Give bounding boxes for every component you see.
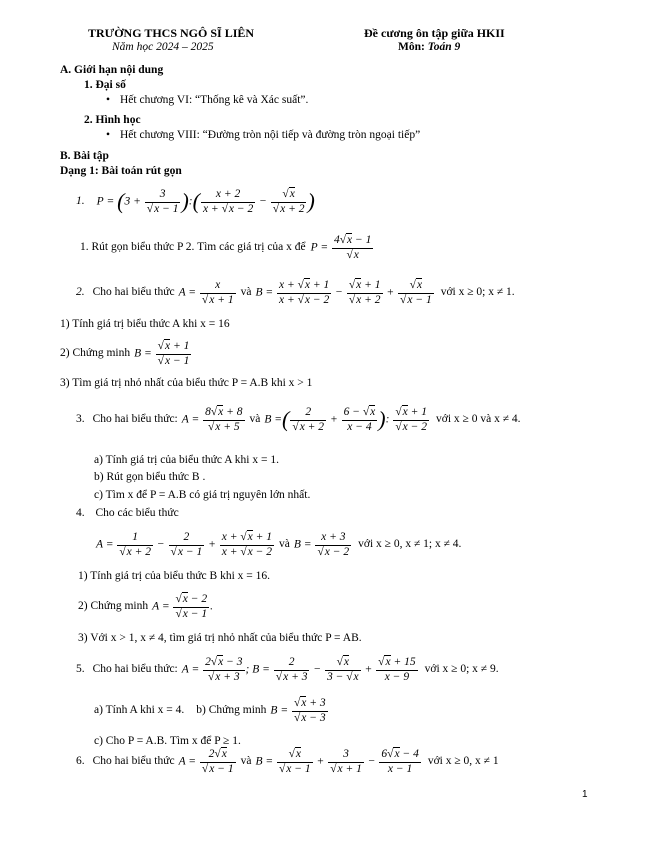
school-year: Năm học 2024 – 2025 — [112, 41, 214, 53]
problem-4-q2: 2) Chứng minh A = $\frac{√x - 2}{√x - 1}$ . — [78, 593, 214, 620]
section-a-item2: 2. Hình học — [84, 114, 141, 126]
school-name: TRƯỜNG THCS NGÔ SĨ LIÊN — [88, 26, 255, 40]
section-b-title: B. Bài tập — [60, 150, 109, 162]
subject-line — [398, 41, 460, 54]
type1-title: Dạng 1: Bài toán rút gọn — [60, 165, 182, 177]
problem-1-questions: 1. Rút gọn biểu thức P 2. Tìm các giá trị của x để P = $\frac{4√x - 1}{√x}$ — [80, 234, 372, 261]
section-a-title: A. Giới hạn nội dung — [60, 64, 164, 76]
problem-5-c: c) Cho P = A.B. Tìm x để P ≥ 1. — [94, 735, 241, 747]
section-a-item1-bullet — [106, 94, 308, 107]
problem-3-c: c) Tìm x để P = A.B có giá trị nguyên lớn nhất. — [94, 489, 311, 501]
document-title: Đề cương ôn tập giữa HKII — [364, 26, 505, 40]
problem-intro: Cho các biểu thức — [95, 507, 179, 519]
problem-2-q1: 1) Tính giá trị biểu thức A khi x = 16 — [60, 318, 230, 330]
problem-5-b: b) Chứng minh — [196, 704, 267, 717]
problem-intro: Cho hai biểu thức — [92, 286, 175, 299]
problem-2-q2-text: 2) Chứng minh — [60, 347, 131, 360]
problem-1-formula: 1. P = (3 + $\frac{3}{√x - 1}$ ):( $\frac{x + 2}{x + √x - 2}$ − $\frac{√x}{√x + 2}$ ) — [76, 188, 315, 215]
bullet-icon: • — [106, 129, 111, 141]
section-a-item2-bullet — [106, 129, 420, 142]
problem-3-b: b) Rút gọn biểu thức B . — [94, 471, 206, 483]
problem-condition: với x ≥ 0 và x ≠ 4. — [436, 413, 521, 426]
problem-2-q2: 2) Chứng minh B = $\frac{√x + 1}{√x - 1}$ — [60, 340, 190, 367]
problem-number: 6. — [76, 755, 85, 768]
problem-intro: Cho hai biểu thức — [92, 755, 175, 768]
section-a-item1: 1. Đại số — [84, 79, 126, 91]
problem-5-ab: a) Tính A khi x = 4. b) Chứng minh B = $\frac{√x + 3}{√x - 3}$ — [94, 697, 326, 724]
bullet-text: Hết chương VIII: “Đường tròn nội tiếp và đường tròn ngoại tiếp” — [120, 129, 421, 141]
problem-condition: với x ≥ 0, x ≠ 1; x ≠ 4. — [358, 538, 462, 551]
problem-1-text: 1. Rút gọn biểu thức P 2. Tìm các giá trị của x để — [80, 241, 306, 254]
problem-3-a: a) Tính giá trị của biểu thức A khi x = 1. — [94, 454, 279, 466]
bullet-icon: • — [106, 94, 111, 106]
problem-condition: với x ≥ 0; x ≠ 9. — [424, 663, 499, 676]
problem-2-statement: 2. Cho hai biểu thức A = $\frac{x}{√x + 1}$ và B = $\frac{x + √x + 1}{x + √x - 2}$ − $\frac{√x + 1}{√x + 2}$ + $\frac{√x}{√x - 1}$ với x ≥ 0; x ≠ 1. — [76, 279, 515, 306]
problem-2-q3: 3) Tìm giá trị nhỏ nhất của biểu thức P = A.B khi x > 1 — [60, 377, 313, 389]
page-number: 1 — [582, 789, 588, 800]
problem-6-statement: 6. Cho hai biểu thức A = $\frac{2√x}{√x - 1}$ và B = $\frac{√x}{√x - 1}$ + $\frac{3}{√x + 1}$ − $\frac{6√x - 4}{x - 1}$ với x ≥ 0, x ≠ 1 — [76, 748, 499, 775]
problem-intro: Cho hai biểu thức: — [92, 413, 178, 426]
problem-4-q3: 3) Với x > 1, x ≠ 4, tìm giá trị nhỏ nhất của biểu thức P = AB. — [78, 632, 362, 644]
problem-3-statement: 3. Cho hai biểu thức: A = $\frac{8√x + 8}{√x + 5}$ và B =( $\frac{2}{√x + 2}$ + $\frac{6 - √x}{x - 4}$ ): $\frac{√x + 1}{√x - 2}$ với x ≥ 0 và x ≠ 4. — [76, 406, 521, 433]
problem-intro: Cho hai biểu thức: — [92, 663, 178, 676]
subject-value: Toán 9 — [427, 41, 461, 53]
problem-5-statement: 5. Cho hai biểu thức: A = $\frac{2√x - 3}{√x + 3}$ ; B = $\frac{2}{√x + 3}$ − $\frac{√x}{3 - √x}$ + $\frac{√x + 15}{x - 9}$ với x ≥ 0; x ≠ 9. — [76, 656, 499, 683]
problem-condition: với x ≥ 0, x ≠ 1 — [427, 755, 499, 768]
problem-number: 5. — [76, 663, 85, 676]
problem-condition: với x ≥ 0; x ≠ 1. — [440, 286, 515, 299]
problem-4-intro-line — [76, 507, 179, 520]
bullet-text: Hết chương VI: “Thống kê và Xác suất”. — [120, 94, 309, 106]
problem-4-q2-text: 2) Chứng minh — [78, 600, 149, 613]
subject-label: Môn: — [398, 41, 425, 53]
problem-number: 3. — [76, 413, 85, 426]
problem-number: 4. — [76, 507, 85, 519]
problem-5-a: a) Tính A khi x = 4. — [94, 704, 185, 717]
problem-4-formula: A = $\frac{1}{√x + 2}$ − $\frac{2}{√x - 1}$ + $\frac{x + √x + 1}{x + √x - 2}$ và B = $\frac{x + 3}{√x - 2}$ với x ≥ 0, x ≠ 1; x ≠ 4. — [96, 531, 462, 558]
problem-number: 2. — [76, 286, 85, 299]
problem-4-q1: 1) Tính giá trị của biểu thức B khi x = 16. — [78, 570, 271, 582]
problem-number: 1. — [76, 195, 85, 208]
